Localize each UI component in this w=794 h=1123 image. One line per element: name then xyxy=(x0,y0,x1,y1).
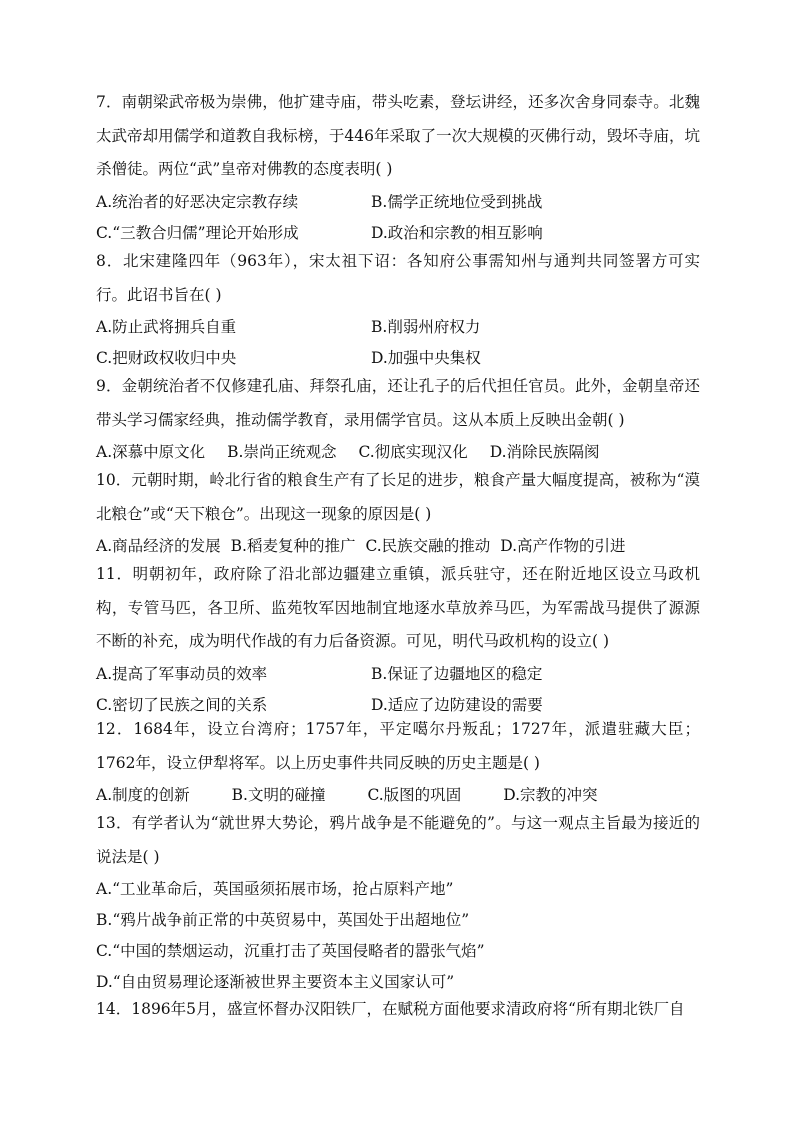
option-d: D.政治和宗教的相互影响 xyxy=(371,223,543,242)
question-9 xyxy=(96,370,700,468)
option-b: B.“鸦片战争前正常的中英贸易中，英国处于出超地位” xyxy=(96,911,470,929)
options xyxy=(96,312,700,374)
question-7 xyxy=(96,86,700,249)
option-d: D.“自由贸易理论逐渐被世界主要资本主义国家认可” xyxy=(96,973,455,991)
option-b: B.削弱州府权力 xyxy=(371,318,481,336)
option-a: A.商品经济的发展 xyxy=(96,537,221,555)
question-stem: 10．元朝时期，岭北行省的粮食生产有了长足的进步，粮食产量大幅度提高，被称为“漠北粮仓”或“天下粮仓”。出现这一现象的原因是( ) xyxy=(96,471,700,523)
option-b: B.儒学正统地位受到挑战 xyxy=(371,192,543,211)
question-13 xyxy=(96,807,700,998)
option-a: A.统治者的好恶决定宗教存续 xyxy=(96,192,299,211)
option-d: D.宗教的冲突 xyxy=(503,786,598,804)
option-a: A.“工业革命后，英国亟须拓展市场，抢占原料产地” xyxy=(96,880,454,898)
question-8 xyxy=(96,245,700,374)
option-d: D.适应了边防建设的需要 xyxy=(371,695,543,714)
option-d: D.加强中央集权 xyxy=(371,349,481,367)
options xyxy=(96,659,700,721)
question-stem: 14．1896年5月，盛宣怀督办汉阳铁厂，在赋税方面他要求清政府将“所有期北铁厂自 xyxy=(96,1000,685,1018)
option-a: A.提高了军事动员的效率 xyxy=(96,664,268,683)
option-c: C.把财政权收归中央 xyxy=(96,349,237,367)
options xyxy=(96,187,700,249)
options xyxy=(96,874,700,998)
question-11 xyxy=(96,558,700,721)
option-b: B.文明的碰撞 xyxy=(231,786,326,804)
question-stem: 11．明朝初年，政府除了沿北部边疆建立重镇，派兵驻守，还在附近地区设立马政机构，专管马匹，各卫所、监苑牧军因地制宜地逐水草放养马匹，为军需战马提供了源源不断的补充，成为明代作战的有力后备资源。可见，明代马政机构的设立( ) xyxy=(96,565,700,650)
question-stem: 9．金朝统治者不仅修建孔庙、拜祭孔庙，还让孔子的后代担任官员。此外，金朝皇帝还带头学习儒家经典，推动儒学教育，录用儒学官员。这从本质上反映出金朝( ) xyxy=(96,377,700,429)
question-stem: 12．1684年，设立台湾府；1757年，平定噶尔丹叛乱；1727年，派遣驻藏大臣；1762年，设立伊犁将军。以上历史事件共同反映的历史主题是( ) xyxy=(96,720,700,772)
option-c: C.彻底实现汉化 xyxy=(358,443,468,461)
question-stem: 13．有学者认为“就世界大势论，鸦片战争是不能避免的”。与这一观点主旨最为接近的说法是( ) xyxy=(96,814,700,866)
question-14 xyxy=(96,993,700,1027)
question-10 xyxy=(96,464,700,562)
option-c: C.密切了民族之间的关系 xyxy=(96,695,268,714)
option-a: A.深慕中原文化 xyxy=(96,443,206,461)
option-a: A.制度的创新 xyxy=(96,786,190,804)
option-b: B.保证了边疆地区的稳定 xyxy=(371,664,543,683)
option-b: B.崇尚正统观念 xyxy=(227,443,337,461)
option-c: C.民族交融的推动 xyxy=(365,537,491,555)
option-a: A.防止武将拥兵自重 xyxy=(96,318,237,336)
option-c: C.“中国的禁烟运动，沉重打击了英国侵略者的嚣张气焰” xyxy=(96,942,485,960)
option-d: D.高产作物的引进 xyxy=(500,537,626,555)
option-d: D.消除民族隔阂 xyxy=(489,443,600,461)
option-c: C.版图的巩固 xyxy=(367,786,462,804)
question-stem: 8．北宋建隆四年（963年），宋太祖下诏：各知府公事需知州与通判共同签署方可实行。此诏书旨在( ) xyxy=(96,252,700,304)
question-stem: 7．南朝梁武帝极为崇佛，他扩建寺庙，带头吃素，登坛讲经，还多次舍身同泰寺。北魏太武帝却用儒学和道教自我标榜，于446年采取了一次大规模的灭佛行动，毁坏寺庙，坑杀僧徒。两位“武”皇帝对佛教的态度表明( ) xyxy=(96,93,700,178)
option-b: B.稻麦复种的推广 xyxy=(230,537,356,555)
option-c: C.“三教合归儒”理论开始形成 xyxy=(96,223,299,242)
question-12 xyxy=(96,713,700,811)
